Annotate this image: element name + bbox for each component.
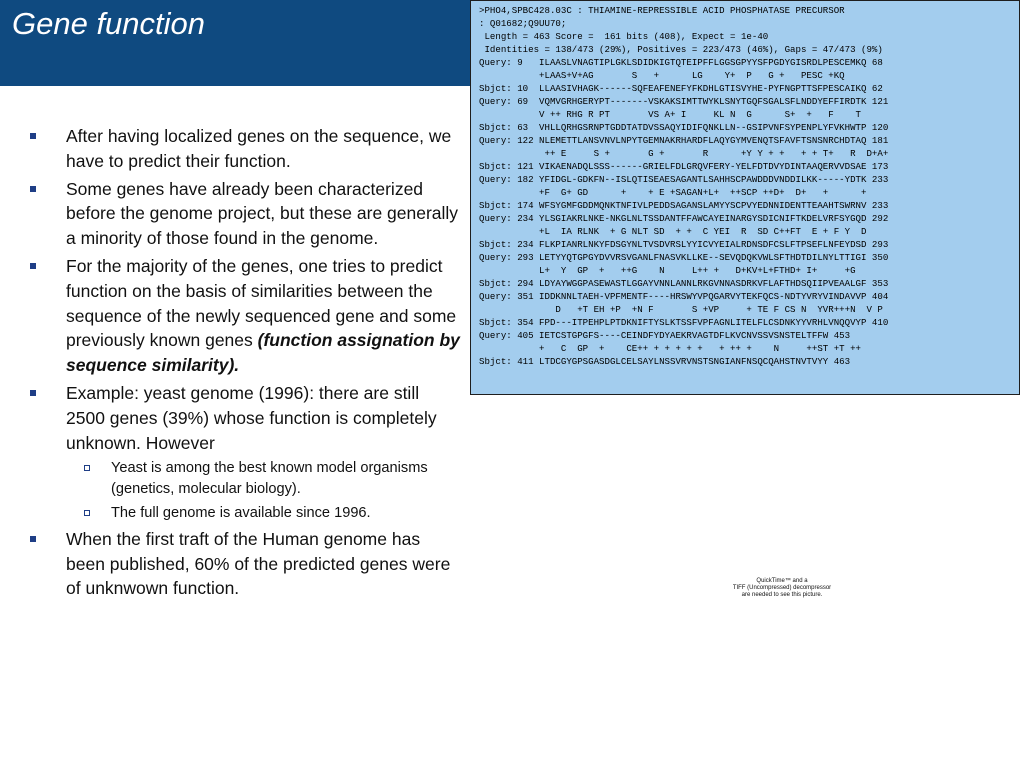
alignment-text	[471, 1, 1019, 369]
slide-title: Gene function	[12, 6, 206, 41]
alignment-line: Sbjct: 63 VHLLQRHGSRNPTGDDTATDVSSAQYIDIFQNKLLN--GSIPVNFSYPENPLYFVKHWTP 120	[479, 121, 889, 133]
square-bullet-icon	[30, 390, 36, 396]
title-bar	[0, 0, 470, 86]
alignment-line: Sbjct: 294 LDYAYWGGPASEWASTLGGAYVNNLANNLRKGVNNASDRKVFLAFTHDSQIIPVEAALGF 353	[479, 277, 889, 289]
plugin-notice-line: TIFF (Uncompressed) decompressor	[732, 585, 832, 591]
alignment-line: Query: 405 IETCSTGPGFS----CEINDFYDYAEKRVAGTDFLKVCNVSSVSNSTELTFFW 453	[479, 329, 851, 341]
bullet-item	[30, 381, 460, 455]
sub-bullet-item	[30, 503, 460, 524]
bullet-item	[30, 254, 460, 378]
bullet-text: When the first traft of the Human genome has been published, 60% of the predicted genes were of unknwown function.	[66, 528, 451, 599]
hollow-square-bullet-icon	[84, 465, 90, 471]
bullet-item	[30, 177, 460, 251]
alignment-line: Identities = 138/473 (29%), Positives = 223/473 (46%), Gaps = 47/473 (9%)	[479, 43, 883, 55]
alignment-line: Sbjct: 354 FPD---ITPEHPLPTDKNIFTYSLKTSSFVPFAGNLITELFLCSDNKYYVRHLVNQQVYP 410	[479, 316, 889, 328]
alignment-line: + C GP + CE++ + + + + + + ++ + N ++ST +T ++	[479, 342, 861, 354]
alignment-line: D +T EH +P +N F S +VP + TE F CS N YVR+++N V P	[479, 303, 883, 315]
alignment-line: Query: 122 NLEMETTLANSVNVLNPYTGEMNAKRHARDFLAQYGYMVENQTSFAVFTSNSNRCHDTAQ 181	[479, 134, 889, 146]
square-bullet-icon	[30, 133, 36, 139]
paren-open: (	[257, 330, 264, 351]
plugin-notice	[712, 578, 852, 599]
alignment-line: Query: 182 YFIDGL-GDKFN--ISLQTISEAESAGANTLSAHHSCPAWDDDVNDDILKK-----YDTK 233	[479, 173, 889, 185]
bullet-text: For the majority of the genes, one tries to predict function on the basis of similarities between the sequence of the newly sequenced gene and some previously known genes	[66, 255, 457, 351]
alignment-line: Sbjct: 174 WFSYGMFGDDMQNKTNFIVLPEDDSAGANSLAMYYSCPVYEDNNIDENTTEAAHTSWRNV 233	[479, 199, 889, 211]
alignment-line: Query: 9 ILAASLVNAGTIPLGKLSDIDKIGTQTEIPFFLGGSGPYYSFPGDYGISRDLPESCEMKQ 68	[479, 56, 883, 68]
bullet-item	[30, 527, 460, 601]
alignment-line: +L IA RLNK + G NLT SD + + C YEI R SD C++FT E + F Y D	[479, 225, 867, 237]
sub-bullet-item	[30, 458, 460, 500]
sequence-alignment-box	[470, 0, 1020, 395]
square-bullet-icon	[30, 186, 36, 192]
bullet-text: Some genes have already been characterized before the genome project, but these are generally a minority of those found in the genome.	[66, 178, 459, 249]
alignment-line: Length = 463 Score = 161 bits (408), Expect = 1e-40	[479, 30, 769, 42]
alignment-line: Sbjct: 10 LLAASIVHAGK------SQFEAFENEFYFKDHLGTISVYHE-PYFNGPTTSFPESCAIKQ 62	[479, 82, 883, 94]
alignment-line: V ++ RHG R PT VS A+ I KL N G S+ + F T	[479, 108, 861, 120]
alignment-line: +LAAS+V+AG S + LG Y+ P G + PESC +KQ	[479, 69, 845, 81]
plugin-notice-line: are needed to see this picture.	[741, 592, 823, 598]
bullet-item	[30, 124, 460, 174]
plugin-notice-line: QuickTime™ and a	[756, 578, 808, 584]
alignment-line: Sbjct: 234 FLKPIANRLNKYFDSGYNLTVSDVRSLYYICVYEIALRDNSDFCSLFTPSEFLNFEYDSD 293	[479, 238, 889, 250]
sub-bullet-text: Yeast is among the best known model organisms (genetics, molecular biology).	[111, 460, 428, 498]
emphasized-text: function assignation by sequence similarity	[66, 330, 460, 376]
hollow-square-bullet-icon	[84, 510, 90, 516]
alignment-line: Query: 234 YLSGIAKRLNKE-NKGLNLTSSDANTFFAWCAYEINARGYSDICNIFTKDELVRFSYGQD 292	[479, 212, 889, 224]
bullet-text: After having localized genes on the sequence, we have to predict their function.	[66, 126, 452, 171]
paren-close: ).	[228, 355, 240, 376]
square-bullet-icon	[30, 536, 36, 542]
sub-bullet-text: The full genome is available since 1996.	[111, 504, 371, 521]
alignment-line: +F G+ GD + + E +SAGAN+L+ ++SCP ++D+ D+ + +	[479, 186, 867, 198]
alignment-line: Query: 293 LETYYQTGPGYDVVRSVGANLFNASVKLLKE--SEVQDQKVWLSFTHDTDILNYLTTIGI 350	[479, 251, 889, 263]
alignment-line: ++ E S + G + R +Y Y + + + + T+ R D+A+	[479, 147, 889, 159]
square-bullet-icon	[30, 263, 36, 269]
bullet-list	[30, 124, 460, 604]
bullet-text: Example: yeast genome (1996): there are still 2500 genes (39%) whose function is completely unknown. However	[66, 382, 437, 453]
alignment-line: : Q01682;Q9UU70;	[479, 17, 567, 29]
alignment-line: Sbjct: 121 VIKAENADQLSSS------GRIELFDLGRQVFERY-YELFDTDVYDINTAAQERVVDSAE 173	[479, 160, 889, 172]
alignment-line: >PHO4,SPBC428.03C : THIAMINE-REPRESSIBLE ACID PHOSPHATASE PRECURSOR	[479, 5, 845, 16]
alignment-line: Query: 69 VQMVGRHGERYPT-------VSKAKSIMTTWYKLSNYTGQFSGALSFLNDDYEFFIRDTK 121	[479, 95, 889, 107]
alignment-line: Query: 351 IDDKNNLTAEH-VPFMENTF----HRSWYVPQGARVYTEKFQCS-NDTYVRYVINDAVVP 404	[479, 290, 889, 302]
alignment-line: Sbjct: 411 LTDCGYGPSGASDGLCELSAYLNSSVRVNSTSNGIANFNSQCQAHSTNVTVYY 463	[479, 355, 851, 367]
alignment-line: L+ Y GP + ++G N L++ + D+KV+L+FTHD+ I+ +G	[479, 264, 856, 276]
